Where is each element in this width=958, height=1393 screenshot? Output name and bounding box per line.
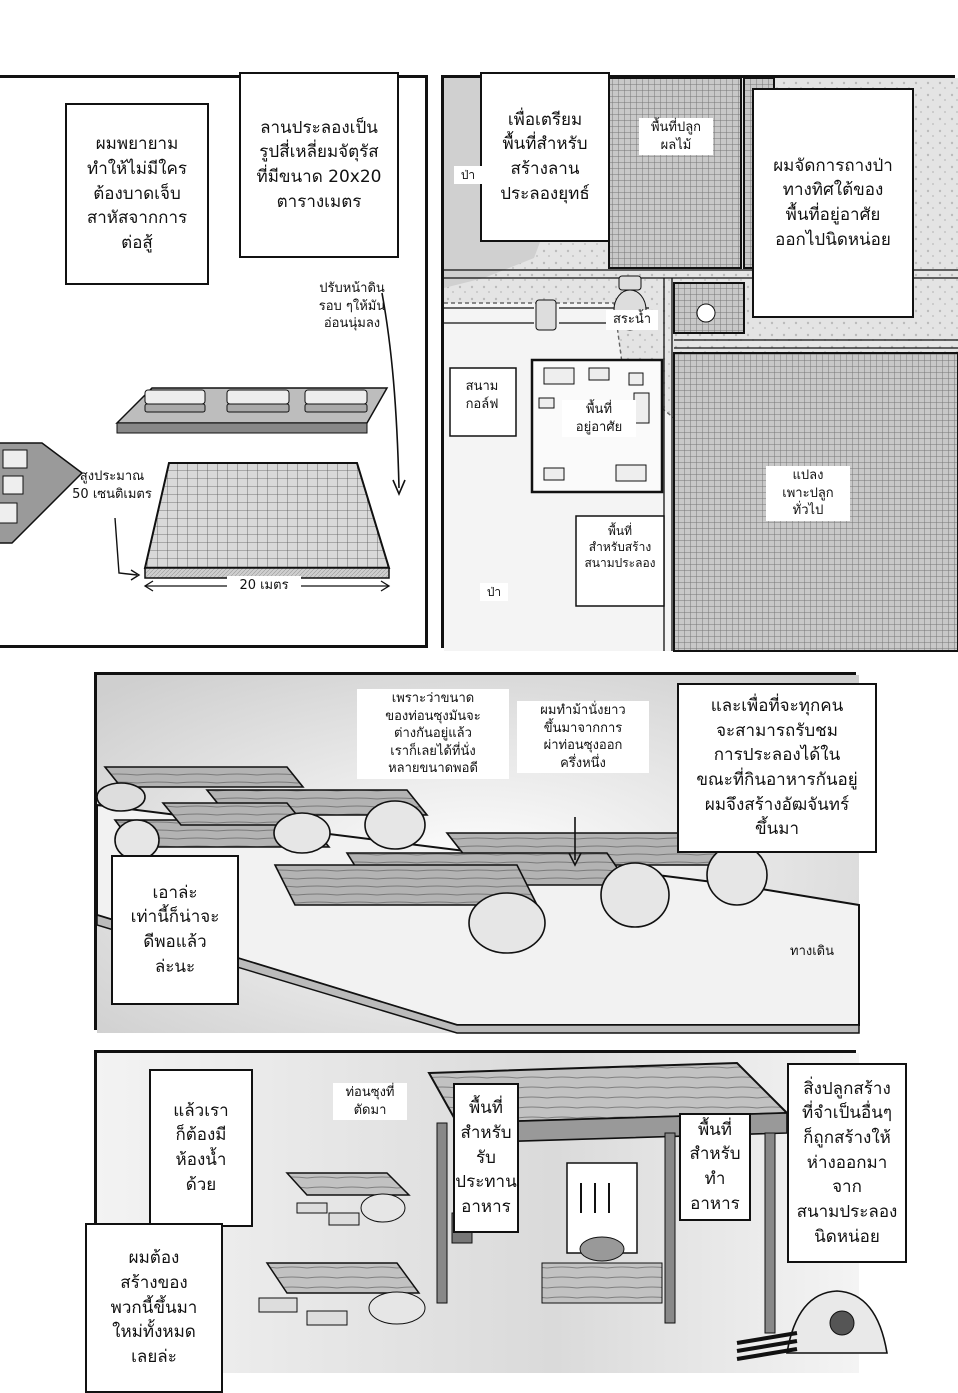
map-label-golf: สนาม กอล์ฟ (465, 379, 499, 412)
narration-bathroom: แล้วเรา ก็ต้องมี ห้องน้ำ ด้วย (149, 1069, 253, 1227)
label-cut-logs: ท่อนซุงที่ ตัดมา (333, 1083, 407, 1120)
label-bench-sizes: เพราะว่าขนาด ของท่อนซุงมันจะ ต่างกันอยู่แล้ว เราก็เลยได้ที่นั่ง หลายขนาดพอดี (357, 689, 509, 779)
label-cooking-area: พื้นที่ สำหรับ ทำ อาหาร (679, 1113, 751, 1221)
map-label-fields: แปลง เพาะปลูก ทั่วไป (766, 466, 850, 521)
map-label-pond: สระน้ำ (606, 310, 658, 330)
panel-map (441, 75, 955, 648)
map-label-forest-top: ป่า (454, 166, 482, 184)
narration-cleared-forest: ผมจัดการถางป่า ทางทิศใต้ของ พื้นที่อยู่อาศัย ออกไปนิดหน่อย (752, 88, 914, 318)
narration-prepare-area: เพื่อเตรียม พื้นที่สำหรับ สร้างลาน ประลองยุทธ์ (480, 72, 610, 242)
label-flatten-ground: ปรับหน้าดิน รอบ ๆให้มัน อ่อนนุ่มลง (318, 281, 386, 332)
map-label-residence: พื้นที่ อยู่อาศัย (562, 400, 636, 437)
panel-buildings (94, 1050, 898, 1370)
label-height: สูงประมาณ 50 เซนติเมตร (72, 469, 152, 502)
label-walkway: ทางเดิน (790, 944, 834, 959)
narration-good-enough: เอาล่ะ เท่านี้ก็น่าจะ ดีพอแล้ว ล่ะนะ (111, 855, 239, 1005)
narration-arena-size: ลานประลองเป็น รูปสี่เหลี่ยมจัตุรัส ที่มีขนาด 20x20 ตารางเมตร (239, 72, 399, 258)
narration-other-buildings: สิ่งปลูกสร้าง ที่จำเป็นอื่นๆ ก็ถูกสร้างให้ ห่างออกมาจาก สนามประลอง นิดหน่อย (787, 1063, 907, 1263)
label-bench-made: ผมทำม้านั่งยาว ขึ้นมาจากการ ผ่าท่อนซุงออก ครึ่งหนึ่ง (517, 701, 649, 773)
panel-benches (94, 672, 856, 1030)
narration-no-injuries: ผมพยายาม ทำให้ไม่มีใคร ต้องบาดเจ็บ สาหัสจากการ ต่อสู้ (65, 103, 209, 285)
narration-build-new: ผมต้อง สร้างของ พวกนี้ขึ้นมา ใหม่ทั้งหมด เลยล่ะ (85, 1223, 223, 1393)
narration-audience: และเพื่อที่จะทุกคน จะสามารถรับชม การประลองได้ใน ขณะที่กินอาหารกันอยู่ ผมจึงสร้างอัฒจันทร์ ขึ้นมา (677, 683, 877, 853)
map-label-orchard: พื้นที่ปลูก ผลไม้ (639, 118, 713, 155)
label-width: 20 เมตร (227, 576, 301, 596)
map-label-forest-bottom: ป่า (480, 583, 508, 601)
panel-arena-diagram (0, 75, 428, 648)
label-dining-area: พื้นที่ สำหรับ รับ ประทาน อาหาร (453, 1083, 519, 1233)
map-label-arena-area: พื้นที่ สำหรับสร้าง สนามประลอง (584, 524, 656, 571)
